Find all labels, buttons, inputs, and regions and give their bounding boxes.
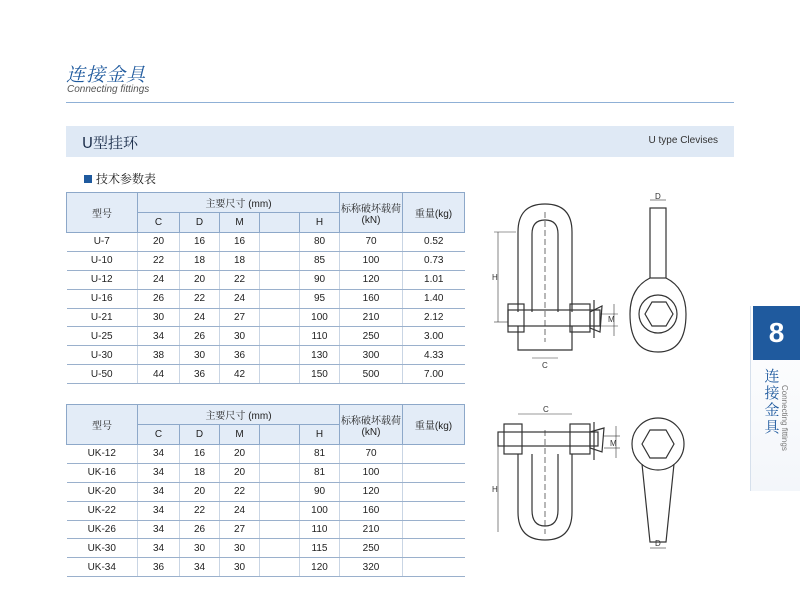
value-cell: 27 (220, 520, 260, 539)
value-cell (260, 346, 300, 365)
value-cell: 30 (220, 327, 260, 346)
value-cell: 100 (340, 463, 403, 482)
value-cell: 18 (180, 251, 220, 270)
dim-label-h: H (492, 273, 498, 282)
value-cell: 18 (180, 463, 220, 482)
value-cell (403, 463, 465, 482)
value-cell: 30 (220, 539, 260, 558)
model-cell: U-7 (67, 233, 138, 252)
value-cell: 34 (138, 445, 180, 464)
header-weight: 重量(kg) (403, 405, 465, 445)
value-cell: 300 (340, 346, 403, 365)
model-cell: U-12 (67, 270, 138, 289)
value-cell: 30 (180, 346, 220, 365)
table-row (67, 308, 465, 327)
value-cell (403, 445, 465, 464)
value-cell: 120 (300, 558, 340, 577)
model-cell: U-25 (67, 327, 138, 346)
table-row (67, 558, 465, 577)
value-cell (260, 501, 300, 520)
value-cell: 1.01 (403, 270, 465, 289)
model-cell: U-30 (67, 346, 138, 365)
value-cell: 110 (300, 327, 340, 346)
table-row (67, 482, 465, 501)
value-cell: 16 (180, 233, 220, 252)
value-cell: 20 (220, 463, 260, 482)
table-row (67, 289, 465, 308)
value-cell: 34 (138, 539, 180, 558)
model-cell: UK-30 (67, 539, 138, 558)
value-cell: 30 (138, 308, 180, 327)
uk-clevis-drawing (490, 402, 730, 552)
value-cell: 26 (180, 327, 220, 346)
value-cell: 22 (220, 270, 260, 289)
value-cell: 110 (300, 520, 340, 539)
table-row (67, 270, 465, 289)
header-col-c: C (138, 425, 180, 445)
dim-label-h: H (492, 485, 498, 494)
value-cell: 4.33 (403, 346, 465, 365)
value-cell: 24 (138, 270, 180, 289)
value-cell: 24 (180, 308, 220, 327)
value-cell: 100 (300, 308, 340, 327)
value-cell (403, 520, 465, 539)
value-cell (260, 365, 300, 384)
value-cell: 30 (220, 558, 260, 577)
dim-label-c: C (543, 405, 549, 414)
value-cell (260, 463, 300, 482)
table-row (67, 539, 465, 558)
value-cell: 160 (340, 501, 403, 520)
value-cell: 210 (340, 308, 403, 327)
dim-label-c: C (542, 361, 548, 370)
model-cell: U-16 (67, 289, 138, 308)
value-cell (260, 270, 300, 289)
header-load: 标称破坏载荷(kN) (340, 405, 403, 445)
value-cell: 160 (340, 289, 403, 308)
value-cell: 24 (220, 289, 260, 308)
value-cell: 70 (340, 233, 403, 252)
subheading-text: 技术参数表 (96, 172, 157, 186)
header-col-blank (260, 425, 300, 445)
spec-table-uk (66, 404, 465, 577)
value-cell (403, 558, 465, 577)
section-band (66, 126, 734, 157)
value-cell: 34 (138, 482, 180, 501)
model-cell: U-10 (67, 251, 138, 270)
dim-label-d: D (655, 539, 661, 548)
table-row (67, 346, 465, 365)
value-cell: 3.00 (403, 327, 465, 346)
table-row (67, 251, 465, 270)
value-cell: 80 (300, 233, 340, 252)
header-subtitle: Connecting fittings (67, 84, 150, 95)
value-cell: 16 (220, 233, 260, 252)
value-cell: 100 (340, 251, 403, 270)
value-cell: 150 (300, 365, 340, 384)
table-row (67, 520, 465, 539)
model-cell: UK-26 (67, 520, 138, 539)
spec-table-u (66, 192, 465, 384)
value-cell (260, 327, 300, 346)
value-cell: 36 (220, 346, 260, 365)
value-cell (403, 539, 465, 558)
value-cell: 500 (340, 365, 403, 384)
value-cell: 120 (340, 270, 403, 289)
header-col-blank (260, 213, 300, 233)
header-col-d: D (180, 213, 220, 233)
value-cell: 90 (300, 270, 340, 289)
value-cell: 34 (138, 327, 180, 346)
value-cell: 18 (220, 251, 260, 270)
value-cell: 81 (300, 463, 340, 482)
value-cell: 90 (300, 482, 340, 501)
chapter-title-cn: 连接金具 (764, 367, 780, 436)
table-row (67, 445, 465, 464)
model-cell: U-21 (67, 308, 138, 327)
value-cell: 0.52 (403, 233, 465, 252)
value-cell (260, 251, 300, 270)
value-cell: 34 (138, 520, 180, 539)
value-cell: 320 (340, 558, 403, 577)
value-cell: 22 (138, 251, 180, 270)
value-cell: 210 (340, 520, 403, 539)
value-cell: 250 (340, 327, 403, 346)
table-row (67, 327, 465, 346)
value-cell: 36 (138, 558, 180, 577)
header-weight: 重量(kg) (403, 193, 465, 233)
model-cell: U-50 (67, 365, 138, 384)
header-col-c: C (138, 213, 180, 233)
value-cell: 34 (138, 501, 180, 520)
value-cell (260, 445, 300, 464)
header-model: 型号 (67, 405, 138, 445)
table-row (67, 501, 465, 520)
value-cell: 20 (220, 445, 260, 464)
model-cell: UK-22 (67, 501, 138, 520)
value-cell: 81 (300, 445, 340, 464)
value-cell: 100 (300, 501, 340, 520)
value-cell: 38 (138, 346, 180, 365)
value-cell: 27 (220, 308, 260, 327)
value-cell: 30 (180, 539, 220, 558)
value-cell: 1.40 (403, 289, 465, 308)
header-load: 标称破坏载荷(kN) (340, 193, 403, 233)
value-cell: 42 (220, 365, 260, 384)
value-cell: 44 (138, 365, 180, 384)
value-cell: 16 (180, 445, 220, 464)
header-col-m: M (220, 425, 260, 445)
header-model: 型号 (67, 193, 138, 233)
value-cell: 36 (180, 365, 220, 384)
value-cell: 22 (220, 482, 260, 501)
value-cell (260, 289, 300, 308)
header-col-m: M (220, 213, 260, 233)
value-cell (403, 501, 465, 520)
table-row (67, 463, 465, 482)
value-cell: 20 (180, 270, 220, 289)
value-cell: 34 (180, 558, 220, 577)
model-cell: UK-12 (67, 445, 138, 464)
spec-subheading (84, 170, 156, 187)
value-cell (260, 482, 300, 501)
section-title: U型挂环 (82, 134, 138, 152)
value-cell: 0.73 (403, 251, 465, 270)
model-cell: UK-34 (67, 558, 138, 577)
value-cell: 24 (220, 501, 260, 520)
model-cell: UK-16 (67, 463, 138, 482)
square-bullet-icon (84, 175, 92, 183)
section-title-en: U type Clevises (648, 135, 718, 146)
value-cell (260, 233, 300, 252)
value-cell: 120 (340, 482, 403, 501)
header-col-d: D (180, 425, 220, 445)
header-title: 连接金具 (66, 64, 147, 86)
dim-label-m: M (610, 439, 617, 448)
value-cell: 130 (300, 346, 340, 365)
value-cell (260, 558, 300, 577)
table-row (67, 365, 465, 384)
model-cell: UK-20 (67, 482, 138, 501)
table-row (67, 233, 465, 252)
value-cell: 22 (180, 289, 220, 308)
value-cell: 20 (138, 233, 180, 252)
value-cell: 95 (300, 289, 340, 308)
value-cell: 20 (180, 482, 220, 501)
value-cell (260, 308, 300, 327)
value-cell: 34 (138, 463, 180, 482)
value-cell: 115 (300, 539, 340, 558)
value-cell (403, 482, 465, 501)
value-cell: 26 (180, 520, 220, 539)
chapter-title-en: Connecting fittings (780, 385, 789, 451)
value-cell: 22 (180, 501, 220, 520)
value-cell: 7.00 (403, 365, 465, 384)
value-cell: 70 (340, 445, 403, 464)
value-cell: 2.12 (403, 308, 465, 327)
value-cell (260, 520, 300, 539)
value-cell: 85 (300, 251, 340, 270)
value-cell (260, 539, 300, 558)
u-clevis-drawing (490, 192, 730, 372)
header-divider (66, 102, 734, 103)
header-main-dims: 主要尺寸 (mm) (138, 405, 340, 425)
value-cell: 26 (138, 289, 180, 308)
dim-label-m: M (608, 315, 615, 324)
chapter-number: 8 (753, 306, 800, 360)
header-main-dims: 主要尺寸 (mm) (138, 193, 340, 213)
header-col-h: H (300, 213, 340, 233)
header-col-h: H (300, 425, 340, 445)
dim-label-d: D (655, 192, 661, 201)
value-cell: 250 (340, 539, 403, 558)
